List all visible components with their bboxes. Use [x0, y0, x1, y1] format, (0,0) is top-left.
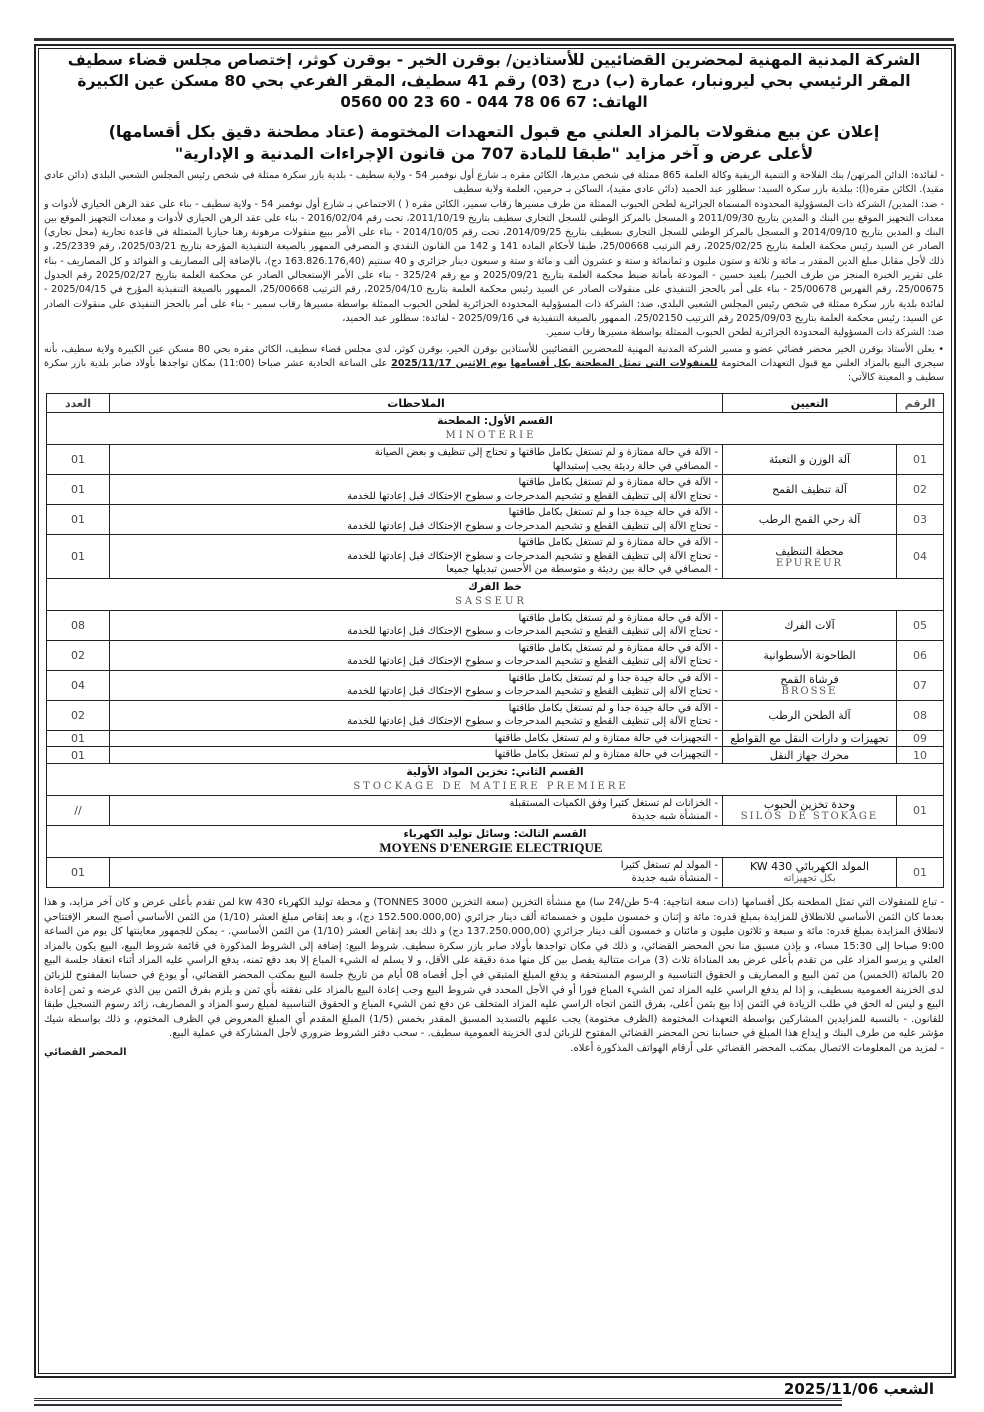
row-designation [723, 475, 897, 505]
row-quantity: 01 [47, 857, 110, 887]
row-remarks [110, 535, 723, 579]
remark-line: - تحتاج الآلة إلى تنظيف القطع و تشحيم المدحرجات و سطوح الإحتكاك قبل إعادتها للخدمة [347, 520, 718, 532]
company-address: المقر الرئيسي بحي ليرونبار، عمارة (ب) درج (03) رقم 41 سطيف، المقر الفرعي بحي 80 مسكن عين الكبيرة [77, 72, 911, 90]
footer-rule [34, 1398, 842, 1406]
row-quantity: 01 [47, 475, 110, 505]
top-rule [34, 38, 954, 41]
row-remarks [110, 445, 723, 475]
row-remarks [110, 610, 723, 640]
footer-source [784, 1380, 934, 1398]
row-designation [723, 610, 897, 640]
designation-ar: المولد الكهربائي 430 KW [749, 860, 870, 874]
table-row [47, 640, 944, 670]
designation-ar: محرك جهاز النقل [769, 748, 850, 762]
row-remarks [110, 747, 723, 764]
table-row [47, 610, 944, 640]
sale-terms [44, 896, 944, 1059]
remark-line: - تحتاج الآلة إلى تنظيف القطع و تشحيم المدحرجات و سطوح الإحتكاك قبل إعادتها للخدمة [347, 656, 718, 668]
section-title [47, 763, 944, 795]
remark-line: - تحتاج الآلة إلى تنظيف القطع و تشحيم المدحرجات و سطوح الإحتكاك قبل إعادتها للخدمة [347, 490, 718, 502]
table-row [47, 670, 944, 700]
row-designation [723, 640, 897, 670]
announcement-text: • يعلن الأستاذ بوقرن الخير محضر قضائي عضو و مسير الشركة المدنية المهنية للمحضرين القضائيين للأستاذين بوقرن الخير، بوقرن كوثر، لدى مجلس قضاء سطيف، الكائن مقره بحي 80 مسكن عين الكبيرة ولاية سطيف، بأنه سيجري البيع بالمزاد العلني مع قبول التعهدات المختومة [44, 343, 944, 369]
row-quantity: // [47, 795, 110, 825]
remark-line: - الآلة في حالة ممتازة و لم تستغل بكامل طاقتها [518, 642, 718, 654]
table-row [47, 505, 944, 535]
section-title-fr: SASSEUR [455, 595, 527, 607]
remark-line: - تحتاج الآلة إلى تنظيف القطع و تشحيم المدحرجات و سطوح الإحتكاك قبل إعادتها للخدمة [347, 626, 718, 638]
row-quantity: 01 [47, 505, 110, 535]
row-number: 07 [897, 670, 944, 700]
row-designation [723, 795, 897, 825]
section-row [47, 825, 944, 857]
row-number: 06 [897, 640, 944, 670]
announcement [44, 343, 944, 386]
row-quantity: 01 [47, 535, 110, 579]
intro-against: ضد: الشركة ذات المسؤولية المحدودة الجزائرية لطحن الحبوب الممثلة بواسطة مسيرها رقاب سمير. [545, 327, 944, 339]
announcement-underlined: للمنقولات التي تمثل المطحنة بكل أقسامها [510, 357, 718, 369]
designation-ar: محطة التنظيف [775, 544, 844, 558]
announcement-end: على الساعة الحادية عشر صباحا (11:00) بمكان تواجدها بأولاد صابر بلدية بازر سكرة سطيف و المعينة كالآتي: [44, 357, 944, 384]
row-designation [723, 857, 897, 887]
row-number: 04 [897, 535, 944, 579]
table-row [47, 747, 944, 764]
header-remarks: الملاحظات [110, 394, 723, 413]
row-number: 08 [897, 700, 944, 730]
remark-line: - الآلة في حالة جيدة جدا و لم تستغل بكامل طاقتها [508, 507, 718, 519]
announcement-date: يوم الإثنين 2025/11/17 [391, 357, 507, 369]
row-designation [723, 670, 897, 700]
row-designation [723, 730, 897, 747]
table-row [47, 700, 944, 730]
table-body [47, 413, 944, 888]
designation-fr: SILOS DE STOKAGE [740, 811, 879, 823]
remark-line: - تحتاج الآلة إلى تنظيف القطع و تشحيم المدحرجات و سطوح الإحتكاك قبل إعادتها للخدمة [347, 686, 718, 698]
company-name: الشركة المدنية المهنية لمحضرين القضائيين للأستاذين/ بوقرن الخير - بوقرن كوثر، إختصاص مجلس قضاء سطيف [67, 51, 921, 69]
designation-ar: آلة تنظيف القمح [772, 483, 847, 497]
remark-line: - المصافي في حالة بين رديئة و متوسطة من الأحسن تبديلها جميعا [446, 564, 718, 576]
table-row [47, 535, 944, 579]
row-number: 01 [897, 445, 944, 475]
designation-ar: آلات الفرك [784, 618, 835, 632]
row-quantity: 04 [47, 670, 110, 700]
notice-title [44, 121, 944, 165]
row-remarks [110, 640, 723, 670]
publication-date: 2025/11/06 [783, 1380, 879, 1398]
legal-notice [44, 50, 944, 1058]
intro-creditor: - لفائدة: الدائن المرتهن/ بنك الفلاحة و التنمية الريفية وكالة العلمة 865 ممثلة في شخص مديرها، الكائن مقره بـ شارع أول نوفمبر 54 - ولاية سطيف - بلدية بازر سكرة ممثلة في شخص رئيس المجلس الشعبي البلدي (دائن عادي مقيد). الكائن مقره(ا): ببلدية بازر سكرة السيد: سطلور عبد الحميد (دائن عادي مقيد)، الساكن بـ حرمين، العلمة ولاية سطيف [44, 170, 944, 196]
table-row [47, 475, 944, 505]
row-quantity: 02 [47, 700, 110, 730]
table-row [47, 857, 944, 887]
table-row [47, 730, 944, 747]
remark-line: - التجهيزات في حالة ممتازة و لم تستغل بكامل طاقتها [494, 732, 718, 744]
header-num: الرقم [897, 394, 944, 413]
remark-line: - المنشأة شبه جديدة [631, 873, 718, 885]
designation-ar: آلة رحي القمح الرطب [758, 513, 861, 527]
intro-paragraph [44, 169, 944, 341]
remark-line: - تحتاج الآلة إلى تنظيف القطع و تشحيم المدحرجات و سطوح الإحتكاك قبل إعادتها للخدمة [347, 716, 718, 728]
remark-line: - المنشأة شبه جديدة [631, 811, 718, 823]
row-designation [723, 747, 897, 764]
table-header-row [47, 394, 944, 413]
row-number: 02 [897, 475, 944, 505]
row-designation [723, 535, 897, 579]
section-title-fr: MOYENS D'ENERGIE ELECTRIQUE [379, 839, 603, 855]
terms-contact: - لمزيد من المعلومات الاتصال بمكتب المحضر القضائي على أرقام الهواتف المذكورة أعلاه. [570, 1042, 944, 1054]
section-title [47, 413, 944, 445]
remark-line: - الآلة في حالة ممتازة و لم تستغل بكامل طاقتها [518, 612, 718, 624]
section-row [47, 413, 944, 445]
row-designation [723, 700, 897, 730]
notice-title-line1: إعلان عن بيع منقولات بالمزاد العلني مع قبول التعهدات المختومة (عتاد مطحنة دقيق بكل أقسامها) [108, 122, 880, 141]
items-table [46, 393, 944, 888]
phone-line [44, 93, 944, 111]
bailiff-signature: المحضر القضائي [44, 1046, 127, 1058]
designation-fr: BROSSE [781, 686, 838, 698]
section-title-fr: MINOTERIE [445, 430, 537, 442]
section-row [47, 578, 944, 610]
remark-line: - المولد لم تستغل كثيرا [620, 859, 718, 871]
section-title [47, 578, 944, 610]
row-remarks [110, 700, 723, 730]
row-number: 05 [897, 610, 944, 640]
designation-fr: EPUREUR [775, 557, 844, 569]
row-number: 09 [897, 730, 944, 747]
remark-line: - الآلة في حالة جيدة جدا و لم تستغل بكامل طاقتها [508, 702, 718, 714]
remark-line: - الآلة في حالة ممتازة و لم تستغل بكامل طاقتها [518, 537, 718, 549]
designation-ar: فرشاة القمح [780, 673, 839, 687]
row-quantity: 08 [47, 610, 110, 640]
remark-line: - الخزانات لم تستغل كثيرا وفق الكميات المستقبلة [509, 797, 718, 809]
row-designation [723, 445, 897, 475]
designation-ar: آلة الطحن الرطب [768, 708, 851, 722]
notice-title-line2: لأعلى عرض و آخر مزايد "طبقا للمادة 707 من قانون الإجراءات المدنية و الإدارية" [174, 144, 814, 163]
section-title-ar: القسم الثاني: تخزين المواد الأولية [406, 765, 584, 778]
remark-line: - المصافي في حالة رديئة يجب إستبدالها [552, 460, 718, 472]
row-number: 01 [897, 795, 944, 825]
phone-label: الهاتف: [591, 93, 648, 111]
row-number: 03 [897, 505, 944, 535]
remark-line: - التجهيزات في حالة ممتازة و لم تستغل بكامل طاقتها [494, 749, 718, 761]
table-row [47, 445, 944, 475]
row-remarks [110, 857, 723, 887]
row-remarks [110, 475, 723, 505]
section-title-ar: القسم الثالث: وسائل توليد الكهرباء [403, 827, 587, 840]
page-footer [34, 1380, 954, 1412]
header-qty: العدد [47, 394, 110, 413]
row-quantity: 01 [47, 445, 110, 475]
designation-ar: وحدة تخزين الحبوب [763, 798, 856, 812]
designation-ar: الطاحونة الأسطوانية [763, 648, 856, 662]
row-number: 10 [897, 747, 944, 764]
row-remarks [110, 670, 723, 700]
phone-numbers: 0560 00 23 60 - 044 78 06 67 [340, 93, 587, 111]
section-row [47, 763, 944, 795]
section-title-ar: خط الفرك [468, 580, 522, 593]
header-designation: التعيين [723, 394, 897, 413]
row-quantity: 02 [47, 640, 110, 670]
designation-ar: آلة الوزن و التعبئة [768, 453, 851, 467]
row-remarks [110, 505, 723, 535]
terms-main: - تباع للمنقولات التي تمثل المطحنة بكل أقسامها (ذات سعة انتاجية: 4-5 طن/24 سا) مع منشأة التخزين (سعة التخزين 3000 TONNES) و محطة توليد الكهرباء 430 kw لمن تقدم بأعلى عرض و كان آخر مزايد، و هذا بعدما كان الثمن الأساسي للانطلاق للمزايدة بمبلغ قدره: مائة و إثنان و خمسون مليون و خمسمائة ألف دينار جزائري (152.500.000,00 دج)، و بعد إنقاص مبلغ العشر (1/10) من الثمن الأساسي أصبح السعر الإفتتاحي لانطلاق المزايدة بمبلغ قدره: مائة و سبعة و ثلاثون مليون و مائتان و خمسون ألف دينار جزائري (137.250.000,00 دج) و ذلك بعد إنقاص العشر (1/10) من الثمن الأساسي. - يمكن للجمهور معاينتها كل يوم من الساعة 9:00 صباحا إلى 15:30 مساء، و بإذن مسبق منا نحن المحضر القضائي، و ذلك في مكان تواجدها بأولاد صابر بازر سكرة سطيف. شروط البيع: إضافة إلى الشروط المذكورة في قائمة شروط البيع، البيع يكون بالمزاد العلني و يرسو المزاد على من تقدم بأعلى عرض بعد المناداة ثلاث (3) مرات متتالية يفصل بين كل منها مدة دقيقة على الأقل، و لا يسلم له الشيء المباع إلا بعد دفع ثمنه، يدفع الراسي عليه المزاد أثناء انعقاد جلسة البيع 20 بالمائة (الخمس) من ثمن البيع و المصاريف و الحقوق التناسبية و الرسوم المستحقة و يدفع المبلغ المتبقي في أجل أقصاه 08 أيام من تاريخ جلسة البيع بمكتب المحضر القضائي، أو يودع في حسابنا المفتوح للزبائن لدى الخزينة العمومية بسطيف، و إذا لم يدفع الراسي عليه المزاد ثمن الشيء المباع فورا أو في الأجل المحدد في شروط البيع وجب إعادة البيع بالمزاد على نفقته بأي ثمن و يلزم بفرق الثمن بين الذي عرضه و ثمن إعادة البيع و ليس له الحق في طلب الزيادة في الثمن إذا بيع بثمن أعلى، بفرق الثمن اتجاه الراسي عليه المزاد المتخلف عن دفع ثمن الشيء المباع و الحقوق التناسبية لمبلغ رسو المزاد و المصاريف، زائد رسوم التسجيل طبقا للقانون. - بالنسبة للمزايدين المشاركين بواسطة التعهدات المختومة (الظرف مختومة) يجب عليهم بالتسديد المسبق المقدر بخمس (1/5) المبلغ المقدم أي المبلغ المعروض في الظرف المختوم، و ذلك بواسطة شيك مؤشر عليه من طرف البنك و إيداع هذا المبلغ في حسابنا نحن المحضر القضائي المفتوح للزبائن لدى الخزينة العمومية سطيف. - سحب دفتر الشروط ضروري لأجل المشاركة في عملية البيع. [44, 896, 945, 1040]
remark-line: - تحتاج الآلة إلى تنظيف القطع و تشحيم المدحرجات و سطوح الإحتكاك قبل إعادتها للخدمة [347, 550, 718, 562]
remark-line: - الآلة في حالة جيدة جدا و لم تستغل بكامل طاقتها [508, 672, 718, 684]
intro-debtor: - ضد: المدين/ الشركة ذات المسؤولية المحدودة المسماة الجزائرية لطحن الحبوب الممثلة من طرف مسيرها رقاب سمير، الكائن مقره ( ) الاجتماعي بـ شارع أول نوفمبر 54 - ولاية سطيف - بناء على عقد الرهن الحيازي لأدوات و معدات التجهيز الموقع بين البنك و المدين بتاريخ 2011/09/30 و المسجل بالمركز الوطني للسجل التجاري سطيف بتاريخ 2011/10/19، تحت رقم 2016/02/04 - بناء على عقد الرهن الحيازي لأدوات و معدات التجهيز الموقع بين البنك و المدين بتاريخ 2014/09/10 و المسجل بالمركز الوطني للسجل التجاري بسطيف بتاريخ 2014/09/25، تحت رقم 2014/10/05 - بناء على الأمر ببيع منقولات مرهونة رهنا حيازيا المتمثلة في قاعدة تجارية (محل تجاري) الصادر عن السيد رئيس محكمة العلمة بتاريخ 2025/02/25، رقم الترتيب 25/00668، طبقا لأحكام المادة 141 و 142 من القانون النقدي و المصرفي الممهور بالصيغة التنفيذية المؤرخة بتاريخ 2025/03/21، رقم 25/2339، و ذلك لأجل مقابل مبلغ الدين المقدر بـ مائة و ثلاثة و ستون مليون و ثمانمائة و ستة و عشرون ألف و مائة و ستة و سبعون دينار جزائري و 40 سنتيم (163.826.176,40 دج)، بالإضافة إلى المصاريف و الفوائد و كل المصاريف - بناء على تقرير الخبرة المنجز من طرف الخبير/ بلعيد حسين - المودعة بأمانة ضبط محكمة العلمة بتاريخ 2025/09/21 و مع رقم 325/24 - بناء على الأمر الإستعجالي الصادر عن محكمة العلمة بتاريخ 2025/02/27 رقم الجدول 25/00675، رقم الفهرس 25/00678 - بناء على أمر بالحجز التنفيذي على منقولات الصادر عن السيد رئيس محكمة العلمة بتاريخ 2025/04/10، رقم الترتيب 25/00668، الممهور بالصيغة التنفيذية المؤرخ في 2025/04/15 - لفائدة بلدية بازر سكرة ممثلة في شخص رئيس المجلس الشعبي البلدي، ضد: الشركة ذات المسؤولية المحدودة الجزائرية لطحن الحبوب الممثلة بواسطة مسيرها رقاب سمير - بناء على أمر بالحجز التنفيذي على منقولات الصادر عن السيد: رئيس محكمة العلمة بتاريخ 2025/09/03 رقم الترتيب 25/02150، الممهور بالصيغة التنفيذية في 2025/09/16 - لفائدة: سطلور عبد الحميد، [44, 198, 945, 324]
remark-line: - الآلة في حالة ممتازة و لم تستغل بكامل طاقتها و تحتاج إلى تنظيف و بعض الصيانة [374, 447, 718, 459]
row-remarks [110, 795, 723, 825]
row-designation [723, 505, 897, 535]
designation-fr: بكل تجهيزاته [783, 873, 836, 885]
designation-ar: تجهيزات و دارات النقل مع القواطع [730, 732, 889, 746]
row-quantity: 01 [47, 730, 110, 747]
table-row [47, 795, 944, 825]
section-title-fr: STOCKAGE DE MATIERE PREMIERE [353, 780, 629, 792]
row-number: 01 [897, 857, 944, 887]
section-title [47, 825, 944, 857]
newspaper-name: الشعب [883, 1380, 934, 1398]
section-title-ar: القسم الأول: المطحنة [437, 415, 553, 428]
company-header [44, 50, 944, 92]
row-quantity: 01 [47, 747, 110, 764]
row-remarks [110, 730, 723, 747]
remark-line: - الآلة في حالة ممتازة و لم تستغل بكامل طاقتها [518, 477, 718, 489]
